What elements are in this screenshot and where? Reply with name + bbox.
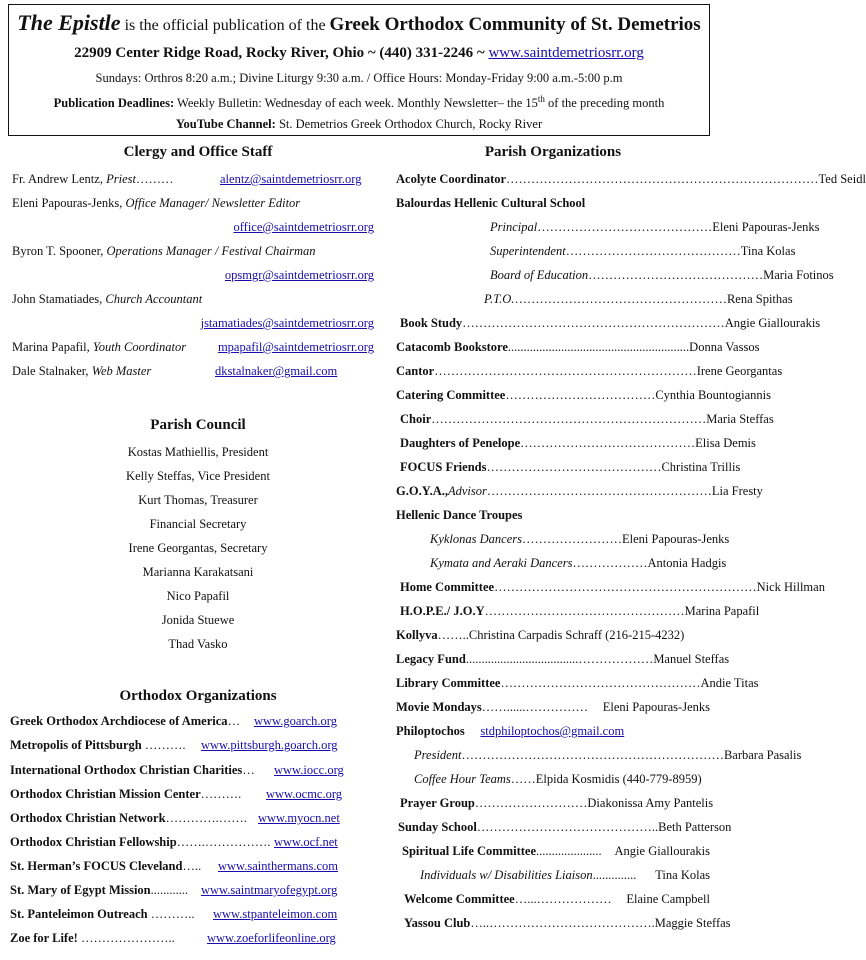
- parish-pto: [484, 291, 793, 307]
- orthodox-org-name: Orthodox Christian Network: [10, 811, 166, 825]
- dot-leader: …: [227, 714, 241, 728]
- org-name: Daughters of Penelope: [400, 436, 521, 450]
- masthead-title: [9, 10, 709, 36]
- orthodox-org-row: [10, 930, 175, 946]
- org-contact: Angie Giallourakis: [614, 844, 710, 858]
- orthodox-org-name: Orthodox Christian Mission Center: [10, 787, 201, 801]
- org-contact: Manuel Steffas: [653, 652, 730, 666]
- dot-leader: ……….: [141, 738, 186, 752]
- dot-leader: ............: [150, 883, 189, 897]
- publication-text: is the official publication of the: [120, 17, 330, 34]
- parish-kymata: [430, 555, 727, 571]
- parish-philoptochos: [396, 723, 710, 739]
- org-name: Prayer Group: [400, 796, 475, 810]
- orthodox-org-link[interactable]: www.myocn.net: [258, 811, 340, 825]
- org-contact: Christina Trillis: [661, 460, 741, 474]
- parish-spiritual: [402, 843, 710, 859]
- dot-leader: ……………………………………..: [476, 820, 659, 834]
- youtube-value: St. Demetrios Greek Orthodox Church, Rocky River: [275, 117, 543, 131]
- staff-name: Eleni Papouras-Jenks,: [12, 196, 126, 210]
- org-contact: Maria Steffas: [706, 412, 774, 426]
- council-member: Thad Vasko: [168, 637, 228, 651]
- philoptochos-email[interactable]: stdphiloptochos@gmail.com: [480, 724, 625, 738]
- org-name: Board of Education: [490, 268, 589, 282]
- dot-leader: …..: [182, 859, 202, 873]
- email-stalnaker[interactable]: dkstalnaker@gmail.com: [215, 364, 338, 378]
- orthodox-org-row: [10, 737, 185, 753]
- email-opsmgr[interactable]: opsmgr@saintdemetriosrr.org: [224, 268, 374, 282]
- dot-leader: ……………………………………………: [514, 292, 727, 306]
- org-name: P.T.O.: [484, 292, 515, 306]
- dot-leader: …..………………………………….: [470, 916, 655, 930]
- deadlines-weekly: Weekly Bulletin: Wednesday of each week. Monthly Newsletter– the 15: [174, 96, 538, 111]
- website-link[interactable]: www.saintdemetriosrr.org: [488, 45, 644, 61]
- staff-name: John Stamatiades,: [12, 292, 106, 306]
- parish-superintendent: [490, 243, 796, 259]
- parish-focus: [400, 459, 741, 475]
- orthodox-org-name: Zoe for Life!: [10, 931, 78, 945]
- spacer: [465, 723, 481, 739]
- org-name: Acolyte Coordinator: [396, 172, 507, 186]
- parish-welcome: [404, 891, 710, 907]
- orthodox-org-name: St. Herman’s FOCUS Cleveland: [10, 859, 183, 873]
- orthodox-title: Orthodox Organizations: [119, 688, 277, 704]
- masthead-box: [8, 4, 710, 136]
- council-member: Marianna Karakatsani: [142, 565, 254, 579]
- parish-hope: [400, 603, 760, 619]
- parish-board: [490, 267, 834, 283]
- council-member: Irene Georgantas, Secretary: [128, 541, 268, 555]
- staff-name: Marina Papafil,: [12, 340, 93, 354]
- org-contact: Maggie Steffas: [654, 916, 731, 930]
- parish-acolyte: [396, 171, 866, 187]
- dot-leader: ……………………………………: [537, 220, 713, 234]
- org-contact: Eleni Papouras-Jenks: [602, 700, 710, 714]
- org-name: Philoptochos: [396, 724, 465, 738]
- orthodox-org-row: [10, 762, 255, 778]
- dot-leader: ………………………………………………: [486, 484, 712, 498]
- orthodox-org-name: St. Panteleimon Outreach: [10, 907, 148, 921]
- dot-leader: ……………………: [522, 532, 622, 546]
- parish-principal: [490, 219, 820, 235]
- org-contact: Maria Fotinos: [763, 268, 834, 282]
- org-name: Individuals w/ Disabilities Liaison: [420, 868, 593, 882]
- org-name: Catering Committee: [396, 388, 506, 402]
- youtube-label: YouTube Channel:: [175, 117, 276, 131]
- dot-leader: ………: [135, 172, 174, 186]
- staff-role: Office Manager/ Newsletter Editor: [125, 196, 301, 210]
- org-contact: Marina Papafil: [684, 604, 760, 618]
- org-name: President: [414, 748, 462, 762]
- parish-prayer: [400, 795, 714, 811]
- dot-leader: …: [242, 763, 255, 777]
- staff-name: Byron T. Spooner,: [12, 244, 107, 258]
- orthodox-org-row: [10, 906, 194, 922]
- clergy-spooner: [12, 243, 316, 259]
- org-name: Kyklonas Dancers: [430, 532, 522, 546]
- youtube-channel: [9, 117, 709, 132]
- org-name: Superintendent: [490, 244, 566, 258]
- org-contact: Eleni Papouras-Jenks: [622, 532, 730, 546]
- address: 22909 Center Ridge Road, Rocky River, Ohio ~ (440) 331-2246 ~: [74, 45, 489, 61]
- org-contact: Angie Giallourakis: [724, 316, 821, 330]
- dot-leader: ……….: [200, 787, 242, 801]
- dot-leader: ………….…….: [165, 811, 247, 825]
- org-name: Welcome Committee: [404, 892, 515, 906]
- org-contact: Tina Kolas: [740, 244, 796, 258]
- parish-kyklonas: [430, 531, 730, 547]
- orthodox-org-link[interactable]: www.pittsburgh.goarch.org: [201, 738, 338, 752]
- orthodox-org-row: [10, 882, 188, 898]
- clergy-papafil: [12, 339, 186, 355]
- orthodox-org-link[interactable]: www.iocc.org: [274, 763, 344, 777]
- orthodox-org-row: [10, 810, 247, 826]
- address-line: [9, 45, 709, 62]
- council-member: Nico Papafil: [166, 589, 230, 603]
- dot-leader: …….…………….: [176, 835, 271, 849]
- publication-name: The Epistle: [17, 10, 121, 35]
- org-contact: Elisa Demis: [695, 436, 756, 450]
- parish-president: [414, 747, 802, 763]
- org-name: Choir: [400, 412, 432, 426]
- org-role: Advisor: [447, 484, 487, 498]
- staff-name: Fr. Andrew Lentz,: [12, 172, 107, 186]
- deadlines-end: of the preceding month: [544, 96, 665, 111]
- clergy-papouras: [12, 195, 300, 211]
- council-title: Parish Council: [150, 417, 246, 433]
- parish-cantor: [396, 363, 783, 379]
- council-member: Kelly Steffas, Vice President: [126, 469, 270, 483]
- council-member: Kostas Mathiellis, President: [127, 445, 269, 459]
- org-name: H.O.P.E./ J.O.Y: [400, 604, 485, 618]
- parish-kollyva: [396, 627, 710, 643]
- dot-leader: …...………………: [514, 892, 612, 906]
- email-office[interactable]: office@saintdemetriosrr.org: [233, 220, 374, 234]
- dot-leader: ……………………………………: [588, 268, 764, 282]
- org-name: Library Committee: [396, 676, 501, 690]
- orthodox-org-row: [10, 786, 241, 802]
- org-name: Cantor: [396, 364, 435, 378]
- dot-leader: ……………………………………: [520, 436, 696, 450]
- org-contact: Barbara Pasalis: [723, 748, 802, 762]
- dot-leader: ………………………………………………………: [434, 364, 697, 378]
- parish-home: [400, 579, 825, 595]
- parish-balourdas: [396, 195, 710, 211]
- staff-role: Web Master: [91, 364, 152, 378]
- org-name: Principal: [490, 220, 538, 234]
- dot-leader: ……: [510, 772, 536, 786]
- staff-role: Operations Manager / Festival Chairman: [106, 244, 316, 258]
- org-name: Sunday School: [398, 820, 477, 834]
- org-name: Catacomb Bookstore: [396, 340, 508, 354]
- org-name: Hellenic Dance Troupes: [396, 508, 523, 522]
- dot-leader: ……………………………………: [565, 244, 741, 258]
- dot-leader: ……......……………: [481, 700, 589, 714]
- dot-leader: ....................................………………: [465, 652, 654, 666]
- org-name: Coffee Hour Teams: [414, 772, 511, 786]
- orthodox-org-link[interactable]: www.goarch.org: [254, 714, 337, 728]
- staff-role: Youth Coordinator: [92, 340, 187, 354]
- org-contact: Rena Spithas: [726, 292, 793, 306]
- parish-legacy: [396, 651, 730, 667]
- parish-sunday: [398, 819, 732, 835]
- org-name: G.O.Y.A.,: [396, 484, 448, 498]
- council-member: Kurt Thomas, Treasurer: [138, 493, 258, 507]
- orthodox-org-name: Greek Orthodox Archdiocese of America: [10, 714, 228, 728]
- dot-leader: …………………………………………………………: [431, 412, 707, 426]
- dot-leader: ..............: [592, 868, 637, 882]
- org-contact: Andie Titas: [700, 676, 759, 690]
- orthodox-org-link[interactable]: www.sainthermans.com: [218, 859, 338, 873]
- orthodox-org-link[interactable]: www.saintmaryofegypt.org: [201, 883, 338, 897]
- org-contact: Tina Kolas: [655, 868, 710, 882]
- dot-leader: ……………………………………: [486, 460, 662, 474]
- org-name: Legacy Fund: [396, 652, 466, 666]
- org-name: Yassou Club: [404, 916, 471, 930]
- parish-catacomb: [396, 339, 760, 355]
- council-member: Jonida Stuewe: [161, 613, 235, 627]
- parish-individuals: [420, 867, 710, 883]
- orthodox-org-row: [10, 834, 270, 850]
- org-contact: Nick Hillman: [756, 580, 825, 594]
- org-name: Book Study: [400, 316, 463, 330]
- orthodox-org-row: [10, 713, 240, 729]
- org-contact: Diakonissa Amy Pantelis: [587, 796, 714, 810]
- dot-leader: ………..: [147, 907, 195, 921]
- email-stamatiades[interactable]: jstamatiades@saintdemetriosrr.org: [200, 316, 374, 330]
- org-name: Greek Orthodox Community of St. Demetrios: [329, 14, 701, 35]
- council-member: Financial Secretary: [149, 517, 247, 531]
- parish-coffee: [414, 771, 710, 787]
- dot-leader: .....................: [536, 844, 602, 858]
- dot-leader: …………………………………………: [500, 676, 701, 690]
- parish-title: Parish Organizations: [484, 144, 622, 160]
- org-name: Home Committee: [400, 580, 495, 594]
- deadlines-sup: th: [537, 94, 545, 104]
- dot-leader: …………………..: [77, 931, 175, 945]
- org-contact: Antonia Hadgis: [647, 556, 727, 570]
- parish-goya: [396, 483, 763, 499]
- dot-leader: ………………: [572, 556, 648, 570]
- deadlines-label: Publication Deadlines:: [53, 96, 175, 111]
- orthodox-org-link[interactable]: www.ocf.net: [274, 835, 338, 849]
- clergy-stalnaker: [12, 363, 151, 379]
- orthodox-org-name: Orthodox Christian Fellowship: [10, 835, 177, 849]
- dot-leader: ………………………………………………………: [494, 580, 757, 594]
- dot-leader: ..........................................................: [507, 340, 690, 354]
- staff-role: Church Accountant: [105, 292, 203, 306]
- dot-leader: …………………………………………: [484, 604, 685, 618]
- clergy-title: Clergy and Office Staff: [123, 144, 273, 160]
- parish-daughters: [400, 435, 756, 451]
- org-contact: Christina Carpadis Schraff (216-215-4232): [468, 628, 685, 642]
- org-contact: Beth Patterson: [658, 820, 732, 834]
- dot-leader: ………………………: [474, 796, 588, 810]
- clergy-stamatiades: [12, 291, 202, 307]
- orthodox-org-link[interactable]: www.stpanteleimon.com: [213, 907, 338, 921]
- orthodox-org-row: [10, 858, 201, 874]
- org-contact: Ted Seidl: [818, 172, 866, 186]
- orthodox-org-link[interactable]: www.zoeforlifeonline.org: [207, 931, 336, 945]
- parish-movie: [396, 699, 710, 715]
- parish-yassou: [404, 915, 731, 931]
- email-lentz[interactable]: alentz@saintdemetriosrr.org: [220, 172, 362, 186]
- org-contact: Lia Fresty: [711, 484, 763, 498]
- org-contact: Eleni Papouras-Jenks: [712, 220, 820, 234]
- dot-leader: …………………………………………………………………: [506, 172, 819, 186]
- org-name: Kollyva: [396, 628, 438, 642]
- org-contact: Irene Georgantas: [696, 364, 783, 378]
- dot-leader: ………………………………: [505, 388, 656, 402]
- orthodox-org-name: St. Mary of Egypt Mission: [10, 883, 151, 897]
- parish-catering: [396, 387, 771, 403]
- parish-book: [400, 315, 821, 331]
- org-contact: Elpida Kosmidis (440-779-8959): [535, 772, 702, 786]
- service-hours: Sundays: Orthros 8:20 a.m.; Divine Liturgy 9:30 a.m. / Office Hours: Monday-Friday 9:00 a.m.-5:00 p.m: [95, 71, 623, 85]
- dot-leader: ………………………………………………………: [461, 748, 724, 762]
- orthodox-org-link[interactable]: www.ocmc.org: [266, 787, 343, 801]
- staff-name: Dale Stalnaker,: [12, 364, 92, 378]
- orthodox-org-name: International Orthodox Christian Charities: [10, 763, 243, 777]
- parish-hellenic: [396, 507, 710, 523]
- staff-role: Priest: [106, 172, 136, 186]
- org-contact: Donna Vassos: [689, 340, 760, 354]
- publication-deadlines: [9, 94, 709, 111]
- parish-choir: [400, 411, 774, 427]
- org-name: Balourdas Hellenic Cultural School: [396, 196, 586, 210]
- email-papafil[interactable]: mpapafil@saintdemetriosrr.org: [217, 340, 374, 354]
- clergy-lentz: [12, 171, 173, 187]
- org-name: Kymata and Aeraki Dancers: [430, 556, 573, 570]
- org-contact: Cynthia Bountogiannis: [655, 388, 771, 402]
- org-name: Movie Mondays: [396, 700, 482, 714]
- dot-leader: ……..: [437, 628, 469, 642]
- parish-library: [396, 675, 759, 691]
- dot-leader: ………………………………………………………: [462, 316, 725, 330]
- orthodox-org-name: Metropolis of Pittsburgh: [10, 738, 142, 752]
- org-name: FOCUS Friends: [400, 460, 487, 474]
- org-contact: Elaine Campbell: [626, 892, 710, 906]
- org-name: Spiritual Life Committee: [402, 844, 537, 858]
